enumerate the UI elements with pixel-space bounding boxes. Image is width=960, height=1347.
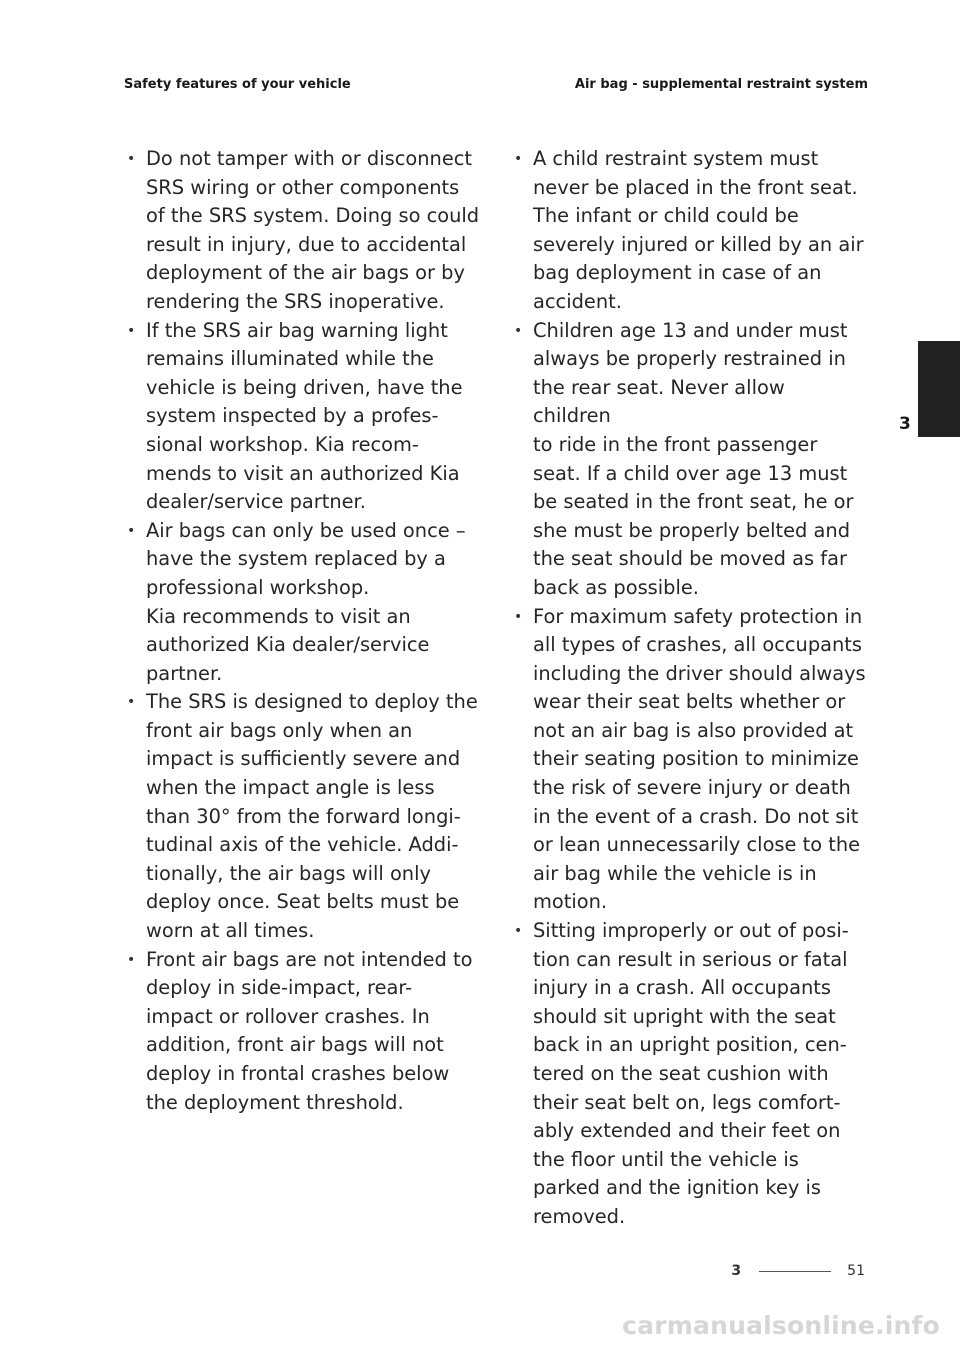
footer-page-number: 51 xyxy=(847,1263,865,1279)
bullet-text-line: • For maximum safety protection in xyxy=(533,604,863,628)
bullet-item xyxy=(511,917,867,1232)
bullet-text-line: dealer/service partner. xyxy=(146,490,366,514)
bullet-text-line: • Sitting improperly or out of posi‑ xyxy=(533,919,849,943)
bullet-text-line: • A child restraint system must xyxy=(533,147,819,170)
bullet-item xyxy=(511,145,867,317)
bullet-item xyxy=(124,946,480,1118)
bullet-text-line: deploy in frontal crashes below xyxy=(146,1062,450,1085)
bullet-text-line: mends to visit an authorized Kia xyxy=(146,461,460,485)
section-title: Safety features of your vehicle xyxy=(124,77,351,92)
bullet-text-line: tionally, the air bags will only xyxy=(146,861,431,885)
bullet-text-line: deploy in side-impact, rear- xyxy=(146,976,413,1000)
bullet-text-line: severely injured or killed by an air xyxy=(533,232,864,256)
bullet-text-line: the floor until the vehicle is xyxy=(533,1147,799,1171)
bullet-text-line: in the event of a crash. Do not sit xyxy=(533,804,859,828)
chapter-tab-number: 3 xyxy=(899,414,911,434)
bullet-text-line: impact or rollover crashes. In xyxy=(146,1004,430,1028)
bullet-text-line: not an air bag is also provided at xyxy=(533,718,854,742)
bullet-text-line: vehicle is being driven, have the xyxy=(146,375,463,399)
bullet-text-line: of the SRS system. Doing so could xyxy=(146,204,480,228)
bullet-text-line: never be placed in the front seat. xyxy=(533,175,858,199)
bullet-text-line: partner. xyxy=(146,661,223,685)
bullet-text-line: SRS wiring or other components xyxy=(146,175,460,199)
bullet-text-line: • Air bags can only be used once – xyxy=(146,518,466,542)
left-column xyxy=(124,145,480,1117)
bullet-text-line: seat. If a child over age 13 must xyxy=(533,461,848,485)
bullet-text-line: the rear seat. Never allow children xyxy=(533,375,785,428)
chapter-tab-marker xyxy=(918,341,960,437)
right-column xyxy=(511,145,867,1232)
bullet-text-line: result in injury, due to accidental xyxy=(146,232,467,256)
bullet-text-line: deployment of the air bags or by xyxy=(146,261,465,285)
left-bullet-list xyxy=(124,145,480,1117)
bullet-item xyxy=(124,145,480,317)
bullet-text-line: bag deployment in case of an xyxy=(533,261,822,285)
bullet-text-line: impact is sufficiently severe and xyxy=(146,747,461,771)
bullet-text-line: • Do not tamper with or disconnect xyxy=(146,147,473,170)
bullet-text-line: the risk of severe injury or death xyxy=(533,776,851,800)
bullet-text-line: accident. xyxy=(533,289,622,313)
subsection-title: Air bag - supplemental restraint system xyxy=(574,77,868,92)
bullet-text-line: authorized Kia dealer/service xyxy=(146,633,430,657)
watermark-logo: carmanualsonline.info xyxy=(622,1311,940,1340)
bullet-item xyxy=(511,603,867,918)
bullet-text-line: tered on the seat cushion with xyxy=(533,1062,829,1085)
footer-divider xyxy=(759,1271,831,1272)
bullet-item xyxy=(511,317,867,603)
bullet-text-line: all types of crashes, all occupants xyxy=(533,633,863,657)
bullet-text-line: when the impact angle is less xyxy=(146,776,435,800)
bullet-text-line: always be properly restrained in xyxy=(533,347,846,371)
bullet-text-line: worn at all times. xyxy=(146,919,315,943)
bullet-text-line: be seated in the front seat, he or xyxy=(533,490,854,514)
bullet-item xyxy=(124,688,480,945)
page-footer xyxy=(731,1263,865,1279)
bullet-text-line: than 30° from the forward longi‑ xyxy=(146,804,461,828)
bullet-text-line: professional workshop. xyxy=(146,575,370,599)
bullet-text-line: tudinal axis of the vehicle. Addi‑ xyxy=(146,833,459,857)
bullet-text-line: back in an upright position, cen‑ xyxy=(533,1033,847,1057)
bullet-text-line: back as possible. xyxy=(533,575,699,599)
bullet-text-line: including the driver should always xyxy=(533,661,866,685)
bullet-text-line: front air bags only when an xyxy=(146,718,413,742)
bullet-text-line: Kia recommends to visit an xyxy=(146,604,411,628)
bullet-text-line: motion. xyxy=(533,890,608,914)
bullet-text-line: sional workshop. Kia recom‑ xyxy=(146,432,419,456)
bullet-text-line: The infant or child could be xyxy=(533,204,799,228)
bullet-text-line: • Front air bags are not intended to xyxy=(146,947,473,971)
bullet-text-line: tion can result in serious or fatal xyxy=(533,947,848,971)
bullet-text-line: system inspected by a profes‑ xyxy=(146,404,439,428)
bullet-text-line: she must be properly belted and xyxy=(533,518,851,542)
bullet-text-line: • Children age 13 and under must xyxy=(533,318,848,342)
bullet-item xyxy=(124,317,480,517)
bullet-text-line: the seat should be moved as far xyxy=(533,547,847,571)
bullet-text-line: to ride in the front passenger xyxy=(533,432,818,456)
bullet-text-line: should sit upright with the seat xyxy=(533,1004,836,1028)
bullet-item xyxy=(124,517,480,689)
bullet-text-line: the deployment threshold. xyxy=(146,1090,404,1114)
bullet-text-line: addition, front air bags will not xyxy=(146,1033,444,1057)
bullet-text-line: wear their seat belts whether or xyxy=(533,690,846,714)
bullet-text-line: air bag while the vehicle is in xyxy=(533,861,817,885)
bullet-text-line: have the system replaced by a xyxy=(146,547,446,571)
bullet-text-line: remains illuminated while the xyxy=(146,347,434,371)
right-bullet-list xyxy=(511,145,867,1232)
bullet-text-line: ably extended and their feet on xyxy=(533,1119,841,1143)
bullet-text-line: deploy once. Seat belts must be xyxy=(146,890,460,914)
bullet-text-line: • The SRS is designed to deploy the xyxy=(146,690,478,714)
bullet-text-line: parked and the ignition key is xyxy=(533,1176,822,1200)
bullet-text-line: their seating position to minimize xyxy=(533,747,859,771)
footer-chapter-number: 3 xyxy=(731,1263,742,1279)
bullet-text-line: • If the SRS air bag warning light xyxy=(146,318,448,342)
bullet-text-line: removed. xyxy=(533,1204,626,1228)
bullet-text-line: injury in a crash. All occupants xyxy=(533,976,831,1000)
bullet-text-line: or lean unnecessarily close to the xyxy=(533,833,861,857)
bullet-text-line: their seat belt on, legs comfort‑ xyxy=(533,1090,841,1114)
bullet-text-line: rendering the SRS inoperative. xyxy=(146,289,445,313)
